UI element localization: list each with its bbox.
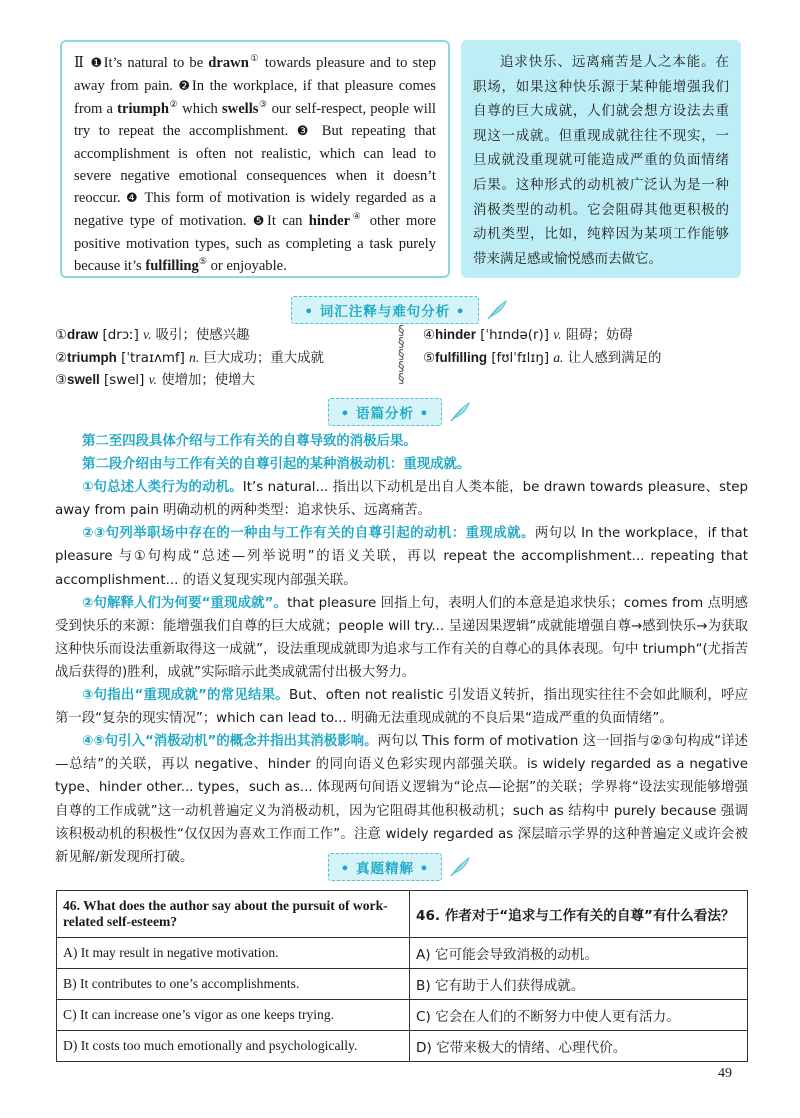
vocab-item: ⑤fulfilling [fʊlˈfɪlɪŋ] a. 让人感到满足的	[423, 349, 662, 366]
quill-icon	[448, 855, 472, 884]
option-c-cn: C) 它会在人们的不断努力中使人更有活力。	[410, 1000, 748, 1031]
option-d-en: D) It costs too much emotionally and psychologically.	[57, 1031, 410, 1062]
table-row	[57, 1031, 748, 1062]
vocab-word-triumph: triumph	[117, 101, 170, 117]
quill-icon	[485, 298, 509, 327]
option-b-cn: B) 它有助于人们获得成就。	[410, 969, 748, 1000]
discourse-analysis	[55, 430, 748, 869]
table-row	[57, 969, 748, 1000]
section-marker: Ⅱ	[74, 55, 86, 71]
analysis-paragraph: 第二段介绍由与工作有关的自尊引起的某种消极动机：重现成就。	[82, 457, 471, 473]
analysis-paragraph: ②句解释人们为何要“重现成就”。that pleasure 回指上句，表明人们的本意是追求快乐；comes from 点明感受到快乐的来源：能增强我们自尊的巨大成就；people will try... 呈递因果逻辑“成就能增强自尊→感到快乐→为获取这种快乐而设法重新取得这一成就”，设法重现成就即为追求与工作有关的自尊心的具体表现。句中 triumph“(尤指苦战后获得的)胜利，成就”实际暗示此类成就需付出极大努力。	[55, 595, 748, 680]
vocab-column-right	[423, 324, 753, 369]
option-a-en: A) It may result in negative motivation.	[57, 938, 410, 969]
chinese-translation	[461, 40, 741, 278]
question-en: 46. What does the author say about the pursuit of work-related self-esteem?	[57, 891, 410, 938]
section-header-vocab	[0, 296, 800, 326]
vocab-item: ③swell [swel] v. 使增加；使增大	[55, 372, 255, 388]
table-row	[57, 938, 748, 969]
vocab-item: ④hinder [ˈhɪndə(r)] v. 阻碍；妨碍	[423, 327, 633, 343]
section-header-analysis	[0, 398, 800, 428]
english-passage	[60, 40, 450, 278]
question-table	[56, 890, 748, 1062]
analysis-paragraph: 第二至四段具体介绍与工作有关的自尊导致的消极后果。	[82, 434, 417, 449]
vocab-item: ①draw [drɔː] v. 吸引；使感兴趣	[55, 327, 250, 343]
table-row	[57, 891, 748, 938]
passage-text: Ⅱ ❶It’s natural to be drawn① towards pleasure and to step away from pain. ❷In the workplace, if that pleasure comes from a triumph② which swells③ our self-respect, people will try to repeat the accomplishment. ❸ But repeating that accomplishment is often not realistic, which can lead to severe negative emotional consequences when it doesn’t reoccur. ❹ This form of motivation is widely regarded as a negative type of motivation. ❺It can hinder④ other more positive motivation types, such as completing a task purely because it’s fulfilling⑤ or enjoyable.	[74, 53, 437, 274]
sentence-num-1: ❶	[90, 56, 104, 71]
sentence-num-2: ❷	[178, 79, 192, 94]
section-title: • 语篇分析 •	[328, 398, 443, 426]
vocab-word-hinder: hinder	[308, 213, 351, 229]
vocab-item: ②triumph [ˈtraɪʌmf] n. 巨大成功；重大成就	[55, 349, 324, 366]
section-header-questions	[0, 853, 800, 883]
table-row	[57, 1000, 748, 1031]
wavy-divider: § § § § §	[398, 324, 405, 387]
section-title: • 真题精解 •	[328, 853, 443, 881]
quill-icon	[448, 400, 472, 429]
option-c-en: C) It can increase one’s vigor as one keeps trying.	[57, 1000, 410, 1031]
analysis-paragraph: ③句指出“重现成就”的常见结果。But、often not realistic 引发语义转折，指出现实往往不会如此顺利，呼应第一段“复杂的现实情况”；which can lead to... 明确无法重现成就的不良后果“造成严重的负面情绪”。	[55, 688, 748, 727]
page-number: 49	[718, 1066, 732, 1081]
vocab-column-left	[55, 324, 385, 392]
analysis-paragraph: ②③句列举职场中存在的一种由与工作有关的自尊引起的动机：重现成就。两句以 In the workplace，if that pleasure 与①句构成“总述—列举说明”的语义关联，再以 repeat the accomplishment... repeating that accomplishment... 的语义复现实现内部强关联。	[55, 526, 748, 588]
analysis-paragraph: ①句总述人类行为的动机。It’s natural... 指出以下动机是出自人类本能，be drawn towards pleasure、step away from pain 明确动机的两种类型：追求快乐、远离痛苦。	[55, 480, 749, 519]
vocab-word-swells: swells	[221, 101, 259, 117]
sentence-num-5: ❺	[252, 214, 268, 229]
sentence-num-4: ❹	[125, 191, 140, 206]
translation-text: 追求快乐、远离痛苦是人之本能。在职场，如果这种快乐源于某种能增强我们自尊的巨大成就，人们就会想方设法去重现这一成就。但重现成就往往不现实，一旦成就没重现就可能造成严重的负面情绪后果。这种形式的动机被广泛认为是一种消极类型的动机。它会阻碍其他更积极的动机类型，比如，纯粹因为某项工作能够带来满足感或愉悦感而去做它。	[473, 54, 729, 267]
analysis-paragraph: ④⑤句引入“消极动机”的概念并指出其消极影响。两句以 This form of motivation 这一回指与②③句构成“详述—总结”的关联，再以 negative、hinder 的同向语义色彩实现内部强关联。is widely regarded as a negative type、hinder other... types，such as... 体现两句间语义逻辑为“论点—论据”的关联；学界将“设法实现能够增强自尊的工作成就”这一动机普遍定义为消极动机，因为它阻碍其他积极动机；such as 结构中 purely because 强调该积极动机的积极性“仅仅因为喜欢工作而工作”。注意 widely regarded as 深层暗示学界的这种普遍定义或许会被新见解/新发现所打破。	[55, 734, 748, 865]
question-cn: 46. 作者对于“追求与工作有关的自尊”有什么看法？	[410, 891, 748, 938]
vocab-word-draw: drawn	[208, 55, 249, 71]
option-d-cn: D) 它带来极大的情绪、心理代价。	[410, 1031, 748, 1062]
option-a-cn: A) 它可能会导致消极的动机。	[410, 938, 748, 969]
sentence-num-3: ❸	[296, 124, 314, 139]
option-b-en: B) It contributes to one’s accomplishments.	[57, 969, 410, 1000]
vocab-word-fulfilling: fulfilling	[145, 258, 199, 274]
section-title: • 词汇注释与难句分析 •	[291, 296, 478, 324]
